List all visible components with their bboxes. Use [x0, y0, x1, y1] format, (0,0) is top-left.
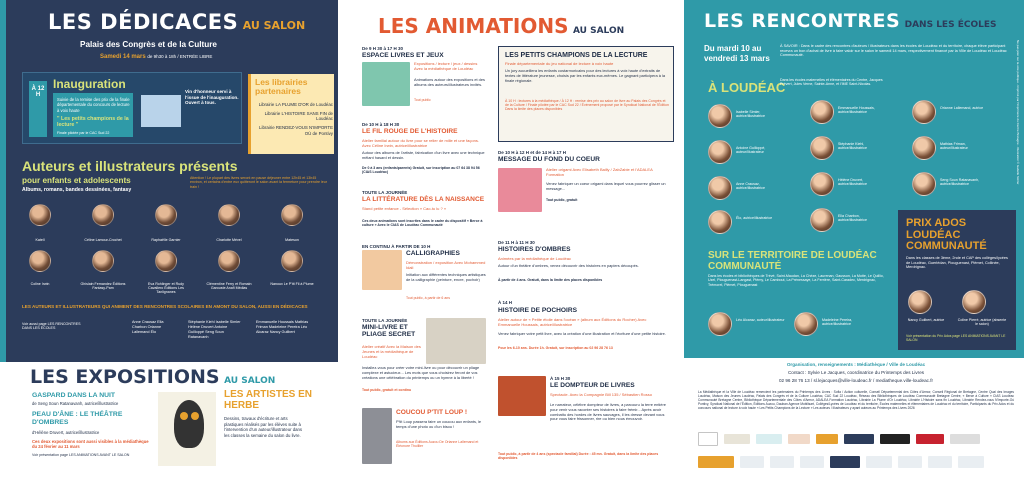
- partner-logo: [880, 434, 910, 444]
- territoire-title: SUR LE TERRITOIRE DE LOUDÉAC COMMUNAUTÉ: [708, 250, 877, 272]
- animation-subtitle: Spectacle. Avec la Compagnie Bill 135 / Sébastien Rosso: [550, 392, 652, 397]
- thanks-text: La Médiathèque et la Ville de Loudéac remercient les partenaires du Printemps des Livres : Sofia / Action culturelle, Conseil Départemental des Côtes d'Armor, Conseil Régional de Bretagne, Centre Quai des Images Loudéac, Maison des Jeunes Loudéac, Palais des Congrès et de la Culture Loudéac, CAC Sud 22 Loudéac, Réseau des Bibliothèques de Loudéac Communauté Bretagne Centre, « Berce à Culture » CIAS Loudéac Communauté Bretagne Centre, Bibliothèque Départementale des Côtes d'Armor, ADALEA Formation Loudéac, Librairie La Plume d'Or Loudéac, Librairie L'Histoire sans fin Loudéac, Librairie Rendez-vous N'importe-Où Pontivy, Syndicat National de l'Édition, Éditions Auzou, Dauban Agence Mobilisart, Collèges/Lycées de Loudéac et du territoire, Écoles maternelles et élémentaires de Loudéac et du territoire, Participants du Prix Ados et du concours national de lecture à voix haute « Les Petits Champions de la Lecture » Les auteurs / illustrateurs y ayant auteurs au Printemps des Livres 2026: [698, 390, 1014, 410]
- animation-time: De 10 H à 18 H 30: [362, 122, 400, 127]
- author-name: Seng Soun Ratanavanh, autrice/illustratrice: [940, 178, 980, 187]
- animation-body: Le narrateur, célèbre dompteur de livres, a parcouru la terre entière pour venir vous raconter ses histoires à faire frémir... Après avoir combattu des hordes de livres sauvages, il les dresse devant vous pour vous faire frissonner, rire ou bien nous émouvoir.: [550, 402, 666, 422]
- author-name: Raphaëlle Garnier: [151, 238, 181, 242]
- animation-heading: ESPACE LIVRES ET JEUX: [362, 52, 444, 59]
- partner-logo: [866, 456, 892, 468]
- animation-note: À partir de 4 ans. Gratuit, dans la limite des places disponibles: [498, 278, 603, 282]
- author-photo: [810, 100, 834, 124]
- author-name: Hélène Druvert, autrice/illustratrice: [838, 178, 867, 187]
- inauguration-box: [22, 72, 242, 144]
- author-photo: [218, 250, 240, 272]
- animation-subtitle: Atelier autour de « Petite étoile dans l'océan » (album aux Éditions du Rocher) Avec Emmanuelle Houssais, autrice/illustratrice: [498, 317, 647, 327]
- author-name: Stéphanie Kiehl, autrice/illustratrice: [838, 142, 867, 151]
- rencontres-title-suffix: DANS LES ÉCOLES: [904, 20, 997, 30]
- panel-rencontres: [684, 0, 1024, 484]
- prix-ados-note: Voir présentation du Prix Ados page LES ANIMATIONS AVANT LE SALON: [906, 334, 1006, 343]
- author-photo: [708, 104, 732, 128]
- animation-subtitle: Atelier origami Avec Elisabeth Bailly / ZabZabie et l'ADALEA Formation: [546, 167, 653, 177]
- hours: de 9h30 à 18h / ENTRÉE LIBRE: [147, 54, 213, 59]
- partner-logo: [698, 456, 734, 468]
- animation-body: P'tit Loup passera faire un coucou aux enfants, le temps d'une photo ou d'un bisou !: [396, 419, 482, 429]
- petits-champions-box: [498, 46, 674, 142]
- partner-logo: [770, 456, 794, 468]
- author-photo: [912, 136, 936, 160]
- venue: Palais des Congrès et de la Culture: [80, 40, 217, 49]
- exposition-note-2: Voir présentation page LES ANIMATIONS AVANT LE SALON: [32, 453, 130, 457]
- animation-subtitle: Finale départementale du jeu national de lecture à voix haute: [505, 61, 614, 66]
- partner-logo: [724, 434, 750, 444]
- animations-title-main: LES ANIMATIONS: [378, 14, 569, 38]
- animation-note: À 10 H : lectures à la médiathèque / À 12 H : remise des prix au salon de livre au Palais des Congrès et de la Culture / Finale pilotée par le CAC Sud 22 / Événement proposé par le Syndicat National de l'Édition Dans la limite des places disponibles: [505, 99, 669, 112]
- author-photo: [281, 250, 303, 272]
- author-photo: [810, 136, 834, 160]
- animation-subtitle: Atelier familial autour du livre pour se relier de mille et une façons. Avec Céline Irwin, autrice/illustratrice: [362, 138, 479, 148]
- animation-time: TOUTE LA JOURNÉE: [362, 190, 408, 195]
- inauguration-photo: [141, 95, 181, 127]
- library-item: Librairie L'HISTOIRE SANS FIN de Loudéac: [264, 110, 333, 122]
- libraries-title: Les librairies partenaires: [255, 77, 308, 96]
- school-authors-title: LES AUTEURS ET ILLUSTRATEURS QUI ANIMENT DES RENCONTRES SCOLAIRES EN AMONT DU SALON, AUSSI EN DÉDICACES: [22, 304, 308, 309]
- author-photo: [912, 172, 936, 196]
- partner-logo: [756, 434, 782, 444]
- exposition-note: Ces deux expositions sont aussi visibles à la médiathèque du 24 février au 11 mars: [32, 439, 149, 450]
- animation-time: De 10 H à 12 H et de 14 H à 17 H: [498, 150, 567, 155]
- partner-logo: [800, 456, 824, 468]
- animation-subtitle: Animées par la médiathèque de Loudéac: [498, 256, 571, 261]
- author-name: Coline Pierré, autrice (absente le salon): [957, 318, 1007, 327]
- animation-heading: LA LITTÉRATURE DÈS LA NAISSANCE: [362, 196, 485, 203]
- animation-note: De 0 à 3 ans (enfants/parents) Gratuit, sur inscription au 07 64 38 94 56 (CIAS Loudéac): [362, 166, 480, 175]
- animation-note: Tout public, à partir de 4 ans (spectacle familial) Durée : 45 mn. Gratuit, dans la limite des places disponibles: [498, 452, 659, 461]
- animation-body: Ces deux animations sont inscrites dans le cadre du dispositif « Berce à culture » Avec le CIAS de Loudéac Communauté: [362, 219, 483, 228]
- partner-logo: [830, 456, 860, 468]
- expositions-title: [30, 366, 275, 388]
- partner-logo: [788, 434, 810, 444]
- authors-genres: Albums, romans, bandes dessinées, fantasy: [22, 187, 132, 193]
- contact-line: Organisation, renseignements : Médiathèque / Ville de Loudéac: [786, 362, 926, 367]
- partner-logo: [698, 432, 718, 446]
- contact-line: Contact : Sylvie Le Jacques, coordinatrice du Printemps des Livres: [787, 370, 925, 375]
- author-name: Nancy Guilbert, autrice: [907, 318, 945, 322]
- animation-thumbnail: [426, 318, 486, 364]
- animation-subtitle: Atelier créatif Avec la Maison des Jeunes et la médiathèque de Loudéac: [362, 344, 421, 359]
- inauguration-highlight: " Les petits champions de la lecture ": [57, 116, 129, 128]
- authors-notice: Attention ! Le plupart des livres seront en pause déjeuner entre 12h45 et 13h45 environ, et certains d'entre eux quitteront le salon avant la fermeture pour prendre leur train !: [190, 176, 327, 189]
- partner-logo: [916, 434, 944, 444]
- animation-time: De 9 H 30 à 17 H 30: [362, 46, 404, 51]
- rencontres-dates: Du mardi 10 au vendredi 13 mars: [704, 44, 770, 63]
- animation-heading: CALLIGRAPHIES: [406, 250, 460, 257]
- animation-heading: MINI-LIVRE ET PLIAGE SECRET: [362, 324, 416, 338]
- author-photo: [908, 290, 932, 314]
- rencontres-savoir: À SAVOIR : Dans le cadre des rencontres d'auteurs / illustrateurs dans les écoles de Loudéac et du territoire, chaque élève participant recevra un bon d'achat de livre à faire valoir sur le salon le samedi 14 mars, respectivement financé par la Ville de Loudéac et Loudéac Communauté.: [780, 44, 1007, 58]
- author-photo: [29, 204, 51, 226]
- illustration-eye: [191, 412, 199, 420]
- panel-dedicaces: [0, 0, 338, 484]
- title-main: LES DÉDICACES: [48, 10, 239, 34]
- animation-heading: LE FIL ROUGE DE L'HISTOIRE: [362, 128, 458, 135]
- loudeac-text: Dans les écoles maternelles et élémentaires du Centre, Jacques Prévert, Jules Verne, Sainte-Anne, et l'IME Saint-Nicolas.: [780, 78, 883, 87]
- animation-time: De 11 H à 11 H 30: [498, 240, 535, 245]
- author-photo: [962, 290, 986, 314]
- exposition-gaspard-by: de Seng Soun Ratanavanh, autrice/illustratrice: [32, 401, 119, 406]
- illustration-shape: [174, 400, 204, 448]
- animation-heading: HISTOIRE DE POCHOIRS: [498, 307, 578, 314]
- author-photo: [281, 204, 303, 226]
- animation-heading: MESSAGE DU FOND DU COEUR: [498, 156, 600, 163]
- artists-title: LES ARTISTES EN HERBE: [224, 389, 312, 411]
- rencontres-title-main: LES RENCONTRES: [704, 10, 901, 32]
- animation-note: Tout public, à partir de 6 ans: [406, 296, 450, 300]
- rencontres-title: [704, 10, 996, 32]
- inauguration-time: À 12 H: [31, 86, 45, 98]
- animation-note: Tout public, gratuit et continu: [362, 388, 412, 392]
- exposition-illustration: [158, 392, 216, 466]
- author-photo: [708, 210, 732, 234]
- animation-body: Un jury accueillera les enfants costarmoricains pour des lectures à voix haute d'extraits de textes de littérature jeunesse, choisis par les enfants eux-mêmes. Le gagnant participera à la finale régionale.: [505, 68, 666, 83]
- animation-subtitle: Démonstration / exposition Avec Mohammed Idali: [406, 260, 486, 270]
- prix-ados-box: [898, 210, 1016, 350]
- animation-subtitle: Stand petite enfance - Sélection « Cao-tu lu ? »: [362, 206, 447, 211]
- animation-note: Pour les 6-10 ans. Durée 1h. Gratuit, sur inscription au 02 96 28 76 13: [498, 346, 613, 350]
- partner-logo: [950, 434, 980, 444]
- welcome-text: Vin d'honneur servi à l'issue de l'inauguration. Ouvert à tous.: [185, 89, 239, 105]
- author-photo: [92, 250, 114, 272]
- artists-text: Dessins, travaux d'écriture et arts plastiques réalisés par les élèves suite à l'intervention d'un auteur/illustrateur dans les classes la semaine du salon du livre.: [224, 416, 303, 438]
- author-name: Isabelle Simler, autrice/illustratrice: [736, 110, 765, 119]
- author-photo: [708, 140, 732, 164]
- author-name: Mathias Friman, auteur/illustrateur: [940, 142, 968, 151]
- libraries-box: [248, 74, 334, 154]
- author-photo: [912, 100, 936, 124]
- school-authors-col: Anne Crausaz Ella Charbon Orianne Lallemand Élo: [132, 320, 164, 334]
- contact-line: 02 96 28 76 13 / sl.lejacques@ville-loudeac.fr / mediatheque.ville-loudeac.fr: [778, 378, 934, 383]
- animations-title-suffix: AU SALON: [572, 26, 625, 36]
- expositions-title-suffix: AU SALON: [224, 376, 276, 386]
- author-photo: [218, 204, 240, 226]
- author-name: Mateson: [285, 238, 299, 242]
- animation-body: Animations autour des expositions et des albums des auteurs/illustrateurs invités.: [414, 77, 485, 87]
- author-photo: [29, 250, 51, 272]
- animation-thumbnail: [498, 376, 546, 416]
- author-name: Emmanuelle Houssais, autrice/illustratrice: [838, 106, 875, 115]
- animation-thumbnail: [362, 408, 392, 464]
- prix-ados-text: Dans les classes de 3ème, 2nde et CAP des collèges/lycées de Loudéac, Guerlédan, Plouguenast, Plémet, Collinée, Merdrignac.: [906, 256, 1008, 270]
- author-name: Eva Rohlinger et Rudy Cavallero Éditions Les Tanlignanes: [148, 282, 184, 295]
- library-item: Librairie RENDEZ-VOUS N'IMPORTE OÙ de Pontivy: [259, 125, 333, 136]
- author-name: Nanoux Le P'tit Fil à Plume: [270, 282, 314, 286]
- animation-body: Autour d'un théâtre d'ombres, venez découvrir des histoires en papiers découpés.: [498, 263, 639, 268]
- author-name: Madeleine Pereira, autrice/illustratrice: [822, 318, 853, 327]
- animation-note: Tout public, gratuit: [546, 198, 578, 202]
- section-title: [48, 10, 305, 34]
- animation-body: Venez fabriquer un coeur origami dans lequel vous pourrez glisser un message...: [546, 181, 666, 191]
- partner-logo: [928, 456, 952, 468]
- partner-logo: [958, 456, 984, 468]
- inauguration-title: Inauguration: [53, 77, 126, 91]
- animation-heading: LES PETITS CHAMPIONS DE LA LECTURE: [505, 52, 648, 59]
- animation-body: Venez fabriquer votre petit livre, avec la création d'une illustration et l'écriture d'une petite histoire.: [498, 331, 666, 336]
- title-suffix: AU SALON: [242, 19, 306, 32]
- authors-title: Auteurs et illustrateurs présents: [22, 158, 238, 174]
- libraries-list: [255, 102, 333, 137]
- author-photo: [155, 204, 177, 226]
- author-name: Charlotte Mével: [216, 238, 242, 242]
- animation-time: À 15 H 30: [550, 376, 571, 381]
- author-photo: [155, 250, 177, 272]
- author-name: Ghislain Fernandez Éditions Fantasy-Pam: [80, 282, 126, 291]
- side-text-wrap: [1013, 40, 1021, 340]
- authors-subtitle: pour enfants et adolescents: [22, 176, 131, 185]
- school-authors-note: Voir aussi page LES RENCONTRES DANS LES ÉCOLES: [22, 322, 81, 331]
- date: Samedi 14 mars: [100, 54, 146, 60]
- illustration-eye: [180, 412, 188, 420]
- author-name: Clémentine Ferry et Romain Garouste Anafi Médias: [206, 282, 252, 291]
- animation-body: Installez-vous pour créer votre mini-livre ou pour découvrir un pliage complexe et astucieux... Les mots que vous choisirez feront de vos créations une célébration du printemps ou un hymne à la liberté !: [362, 365, 480, 380]
- author-photo: [708, 312, 732, 336]
- animation-heading: LE DOMPTEUR DE LIVRES: [550, 382, 635, 389]
- animation-subtitle: Expositions / lecture / jeux / dessins Avec la médiathèque de Loudéac: [414, 61, 478, 71]
- side-legal-text: Ne pas jeter sur la voie publique - Imprimé par l'imprimerie du Centre Bretagne - Illustration © Isabelle Simler: [1016, 40, 1020, 185]
- animation-body: Autour des albums de l'artiste, fabrication d'un livre avec une technique mêlant hasard et dessin.: [362, 150, 485, 160]
- animation-time: À 14 H: [498, 300, 513, 305]
- library-item: Librairie LA PLUME D'OR de Loudéac: [258, 102, 333, 107]
- exposition-peau-title: PEAU D'ÂNE : LE THÉÂTRE D'OMBRES: [32, 411, 123, 426]
- animation-heading: COUCOU P'TIT LOUP !: [396, 409, 468, 416]
- inauguration-note: Finale pilotée par le CAC Sud 22: [57, 131, 110, 135]
- prix-ados-title: PRIX ADOS LOUDÉAC COMMUNAUTÉ: [906, 217, 987, 253]
- exposition-peau-by: d'Hélène Druvert, autrice/illustratrice: [32, 430, 100, 435]
- partner-logo: [740, 456, 764, 468]
- exposition-gaspard-title: GASPARD DANS LA NUIT: [32, 392, 116, 399]
- date-line: [100, 54, 212, 60]
- author-name: Céline Lamour-Crochet: [84, 238, 122, 242]
- animation-time: TOUTE LA JOURNÉE: [362, 318, 408, 323]
- author-name: Orianne Lallemand, autrice: [940, 106, 984, 110]
- animations-title: [378, 14, 624, 38]
- author-photo: [794, 312, 818, 336]
- author-photo: [708, 176, 732, 200]
- partner-logo: [816, 434, 838, 444]
- partner-logo: [844, 434, 874, 444]
- author-photo: [810, 208, 834, 232]
- author-name: Léo Alcaraz, auteur/illustrateur: [736, 318, 785, 322]
- animation-thumbnail: [362, 62, 410, 106]
- animation-note: Tout public: [414, 98, 431, 102]
- territoire-text: Dans les écoles et bibliothèques de Trévé, Saint-Maudan, La Chèze, Laurenan, Gausson, La Motte, Le Quillio, Uzel, Plouguenast-Langast, Plémy, Le Cambout, La Prénessaye, La Ferrière, Saint-Caradec, Merdrignac, Trémorel, Plémet, Plouguenast: [708, 274, 884, 287]
- school-authors-col: Emmanuelle Houssais Mathias Friman Madeleine Pereira Léo Alcaraz Nancy Guilbert: [256, 320, 309, 334]
- animation-body: Initiation aux différentes techniques artistiques de la calligraphie (peinture, encre, pochoir): [406, 272, 486, 282]
- author-name: Katell: [35, 238, 45, 242]
- expositions-title-main: LES EXPOSITIONS: [30, 366, 220, 388]
- author-name: Antoine Guilloppé, auteur/illustrateur: [736, 146, 766, 155]
- inauguration-text: Suivie de la remise des prix de la finale départementale du concours de lecture à voix haute: [57, 97, 130, 113]
- panel-animations: [338, 0, 684, 484]
- author-name: Anne Crausaz, autrice/illustratrice: [736, 182, 765, 191]
- animation-time: EN CONTINU À PARTIR DE 10 H: [362, 244, 431, 249]
- animation-note: Albums aux Éditions Auzou De Orianne Lallemand et Éléonore Thuillier: [396, 440, 479, 449]
- author-photo: [92, 204, 114, 226]
- school-authors-col: Stéphanie Kiehl Isabelle Simler Hélène Druvert Antoine Guilloppé Seng Soun Ratanavanh: [188, 320, 241, 339]
- loudeac-title: À LOUDÉAC: [708, 80, 786, 95]
- animation-thumbnail: [362, 250, 402, 290]
- partner-logo: [898, 456, 922, 468]
- author-name: Élo, autrice/illustratrice: [736, 216, 773, 220]
- animation-thumbnail: [498, 168, 542, 212]
- animation-heading: HISTOIRES D'OMBRES: [498, 246, 571, 253]
- author-name: Coline Irwin: [30, 282, 50, 286]
- author-name: Ella Charbon, autrice/illustratrice: [838, 214, 867, 223]
- author-photo: [810, 172, 834, 196]
